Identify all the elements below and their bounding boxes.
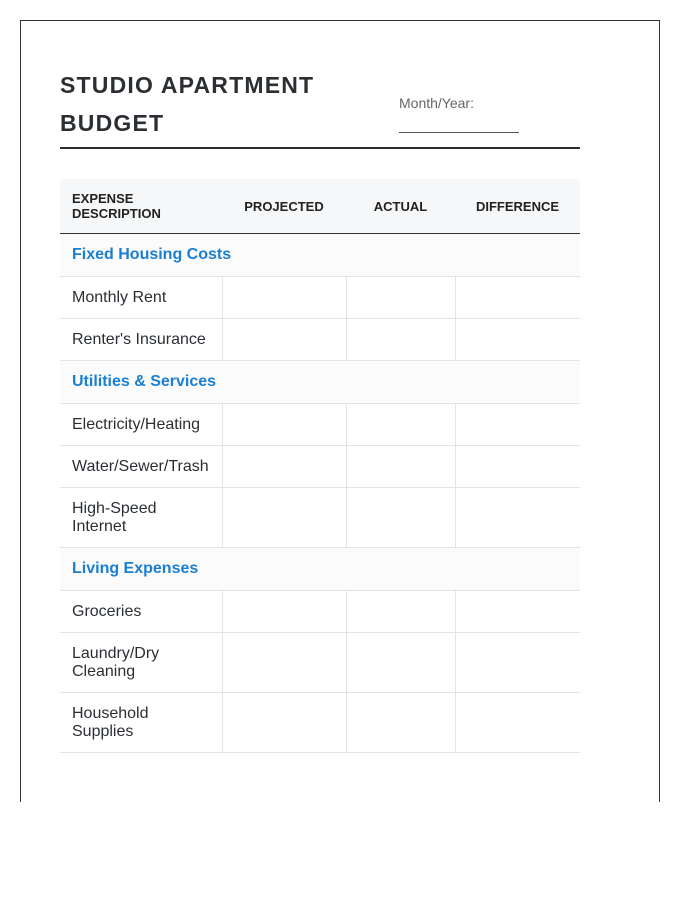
table-row [60,633,580,693]
difference-cell[interactable] [455,591,580,633]
section-row [60,234,580,277]
table-row [60,488,580,548]
projected-cell[interactable] [222,277,346,319]
expense-description: Monthly Rent [60,277,222,319]
actual-cell[interactable] [346,277,455,319]
difference-cell[interactable] [455,488,580,548]
section-row [60,548,580,591]
expense-description: High-Speed Internet [60,488,222,548]
actual-cell[interactable] [346,446,455,488]
table-row [60,319,580,361]
section-title: Utilities & Services [60,361,580,404]
table-row [60,404,580,446]
header-actual: ACTUAL [346,179,455,234]
actual-cell[interactable] [346,404,455,446]
header-divider [60,147,580,149]
table-row [60,277,580,319]
month-year-field[interactable] [399,132,519,133]
difference-cell[interactable] [455,446,580,488]
projected-cell[interactable] [222,633,346,693]
projected-cell[interactable] [222,319,346,361]
actual-cell[interactable] [346,693,455,753]
table-row [60,446,580,488]
expense-description: Household Supplies [60,693,222,753]
difference-cell[interactable] [455,277,580,319]
section-title: Living Expenses [60,548,580,591]
projected-cell[interactable] [222,404,346,446]
table-row [60,591,580,633]
projected-cell[interactable] [222,446,346,488]
actual-cell[interactable] [346,488,455,548]
header-projected: PROJECTED [222,179,346,234]
document-header [60,66,580,149]
projected-cell[interactable] [222,488,346,548]
expense-description: Groceries [60,591,222,633]
actual-cell[interactable] [346,319,455,361]
difference-cell[interactable] [455,633,580,693]
header-expense-description: EXPENSE DESCRIPTION [60,179,222,234]
expense-description: Laundry/Dry Cleaning [60,633,222,693]
budget-table [60,179,580,753]
difference-cell[interactable] [455,404,580,446]
actual-cell[interactable] [346,633,455,693]
expense-description: Electricity/Heating [60,404,222,446]
section-row [60,361,580,404]
difference-cell[interactable] [455,693,580,753]
table-row [60,693,580,753]
projected-cell[interactable] [222,591,346,633]
expense-description: Water/Sewer/Trash [60,446,222,488]
expense-description: Renter's Insurance [60,319,222,361]
table-header-row [60,179,580,234]
month-year-label: Month/Year: [399,95,474,111]
header-difference: DIFFERENCE [455,179,580,234]
section-title: Fixed Housing Costs [60,234,580,277]
actual-cell[interactable] [346,591,455,633]
difference-cell[interactable] [455,319,580,361]
projected-cell[interactable] [222,693,346,753]
page-title: STUDIO APARTMENT BUDGET [60,72,315,136]
